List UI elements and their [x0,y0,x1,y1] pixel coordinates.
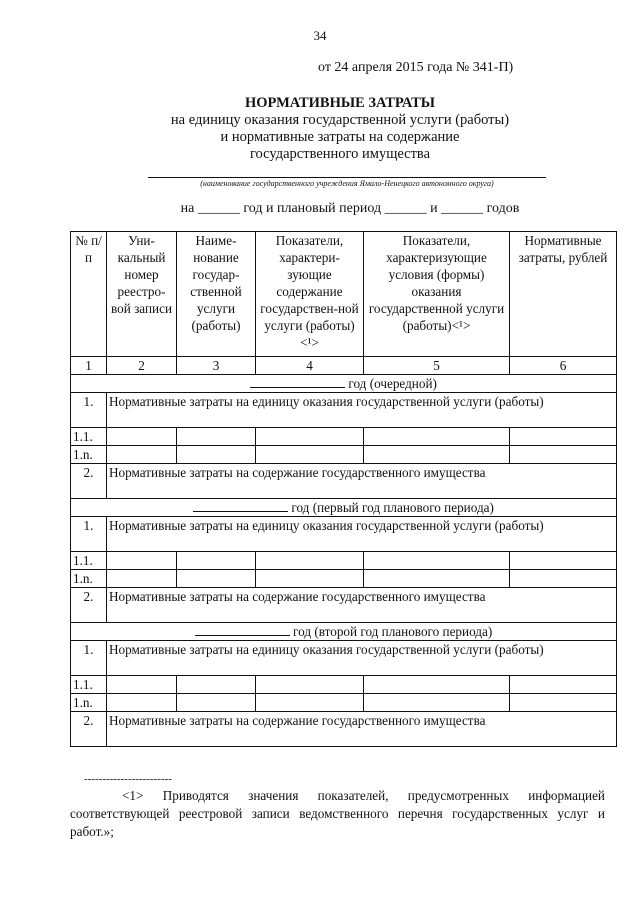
year-label-text: год (очередной) [348,376,437,391]
year-label-text: год (первый год планового периода) [291,500,494,515]
table-row [71,694,617,712]
document-reference: от 24 апреля 2015 года № 341-П) [318,60,514,75]
footnote-rule: ------------------------ [84,773,172,785]
footnote: <1> Приводятся значения показателей, предусмотренных информацией соответствующей реестровой записи ведомственного перечня государственных услуг и работ.»; [70,788,605,839]
row-text: Нормативные затраты на содержание государственного имущества [107,588,617,623]
header-cell: Показатели, характери-зующие содержание государствен-ной услуги (работы)<¹> [256,232,364,357]
header-row [71,232,617,357]
table-row [71,570,617,588]
table-row [71,676,617,694]
row-number: 1.1. [71,428,107,446]
row-text: Нормативные затраты на единицу оказания государственной услуги (работы) [107,517,617,552]
column-number: 2 [107,357,177,375]
table-row [71,446,617,464]
column-number: 3 [177,357,256,375]
row-number: 1.n. [71,570,107,588]
header-cell: Уни-кальный номер реестро-вой записи [107,232,177,357]
subtitle-line-3: государственного имущества [249,146,431,162]
table-row [71,393,617,428]
header-cell: Нормативные затраты, рублей [510,232,617,357]
row-number: 1.n. [71,694,107,712]
institution-name-line [148,177,546,178]
table-row [71,552,617,570]
table-row [71,641,617,676]
title-block [0,95,640,163]
year-row [71,499,617,517]
year-label [71,623,617,641]
table-row [71,428,617,446]
row-text: Нормативные затраты на содержание государственного имущества [107,712,617,747]
column-number: 6 [510,357,617,375]
table-row [71,588,617,623]
row-text: Нормативные затраты на единицу оказания государственной услуги (работы) [107,393,617,428]
costs-table [70,231,617,747]
row-number: 1. [71,517,107,552]
header-cell: Показатели, характеризующие условия (формы) оказания государственной услуги (работы)<¹> [364,232,510,357]
row-number: 2. [71,712,107,747]
header-cell: № п/п [71,232,107,357]
year-label-text: год (второй год планового периода) [293,624,493,639]
table-row [71,517,617,552]
row-number: 1. [71,393,107,428]
year-label [71,499,617,517]
year-blank [195,623,290,636]
document-title: НОРМАТИВНЫЕ ЗАТРАТЫ [244,95,436,111]
column-number-row [71,357,617,375]
table-row [71,464,617,499]
year-row [71,623,617,641]
page-number: 34 [313,28,327,43]
period-line: на ______ год и плановый период ______ и ______ годов [180,201,520,216]
column-number: 5 [364,357,510,375]
column-number: 4 [256,357,364,375]
institution-caption: (наименование государственного учреждения Ямало-Ненецкого автономного округа) [200,179,494,188]
row-number: 1. [71,641,107,676]
year-blank [193,499,288,512]
row-number: 1.1. [71,676,107,694]
row-number: 2. [71,588,107,623]
table-row [71,712,617,747]
row-text: Нормативные затраты на содержание государственного имущества [107,464,617,499]
column-number: 1 [71,357,107,375]
subtitle-line-2: и нормативные затраты на содержание [220,129,460,145]
subtitle-line-1: на единицу оказания государственной услуги (работы) [170,112,510,128]
year-blank [250,375,345,388]
header-cell: Наиме-нование государ-ственной услуги (работы) [177,232,256,357]
row-text: Нормативные затраты на единицу оказания государственной услуги (работы) [107,641,617,676]
year-row [71,375,617,393]
row-number: 1.n. [71,446,107,464]
year-label [71,375,617,393]
row-number: 2. [71,464,107,499]
row-number: 1.1. [71,552,107,570]
